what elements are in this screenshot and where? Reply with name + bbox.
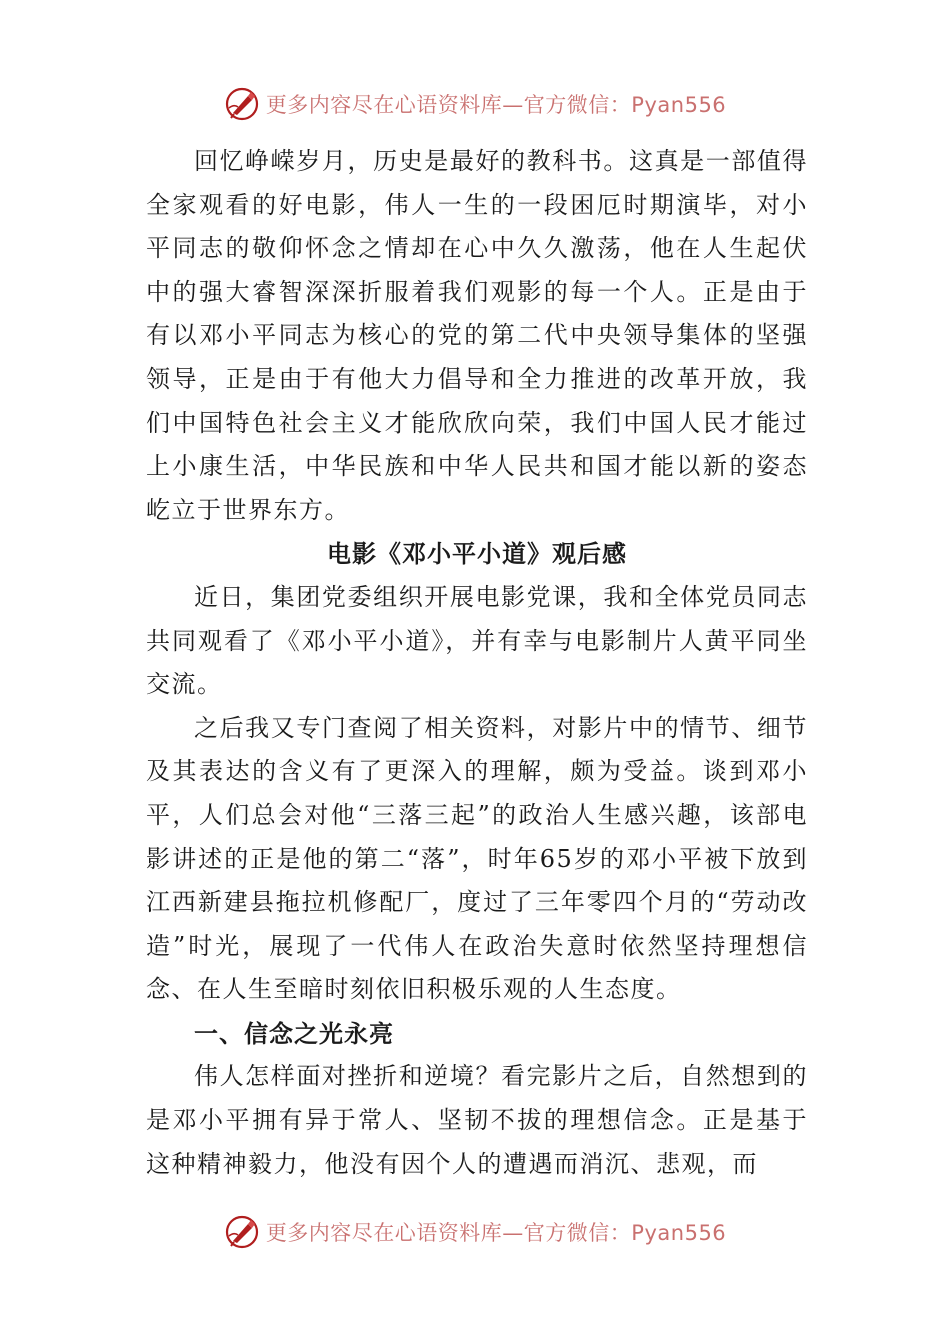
- section-heading-1: 一、信念之光永亮: [194, 1018, 394, 1048]
- paragraph-2: 近日，集团党委组织开展电影党课，我和全体党员同志共同观看了《邓小平小道》，并有幸与电影制片人黄平同坐交流。: [146, 582, 808, 699]
- paragraph-3: 之后我又专门查阅了相关资料，对影片中的情节、细节及其表达的含义有了更深入的理解，颇为受益。谈到邓小平，人们总会对他“三落三起”的政治人生感兴趣，该部电影讲述的正是他的第二“落”，时年65岁的邓小平被下放到江西新建县拖拉机修配厂，度过了三年零四个月的“劳动改造”时光，展现了一代伟人在政治失意时依然坚持理想信念、在人生至暗时刻依旧积极乐观的人生态度。: [146, 713, 808, 1004]
- header-banner: [0, 84, 950, 124]
- header-banner-text: 更多内容尽在心语资料库—官方微信：Pyan556: [265, 93, 727, 117]
- document-body: [146, 140, 808, 1186]
- pen-nib-logo-icon: [224, 1214, 260, 1250]
- footer-banner-text: 更多内容尽在心语资料库—官方微信：Pyan556: [265, 1221, 727, 1245]
- paragraph-4: 伟人怎样面对挫折和逆境？看完影片之后，自然想到的是邓小平拥有异于常人、坚韧不拔的理想信念。正是基于这种精神毅力，他没有因个人的遭遇而消沉、悲观，而: [146, 1062, 808, 1178]
- article-title: 电影《邓小平小道》观后感: [327, 539, 627, 569]
- footer-banner: [0, 1212, 950, 1252]
- paragraph-1: 回忆峥嵘岁月，历史是最好的教科书。这真是一部值得全家观看的好电影，伟人一生的一段困厄时期演毕，对小平同志的敬仰怀念之情却在心中久久激荡，他在人生起伏中的强大睿智深深折服着我们观影的每一个人。正是由于有以邓小平同志为核心的党的第二代中央领导集体的坚强领导，正是由于有他大力倡导和全力推进的改革开放，我们中国特色社会主义才能欣欣向荣，我们中国人民才能过上小康生活，中华民族和中华人民共和国才能以新的姿态屹立于世界东方。: [146, 147, 808, 524]
- pen-nib-logo-icon: [224, 86, 260, 122]
